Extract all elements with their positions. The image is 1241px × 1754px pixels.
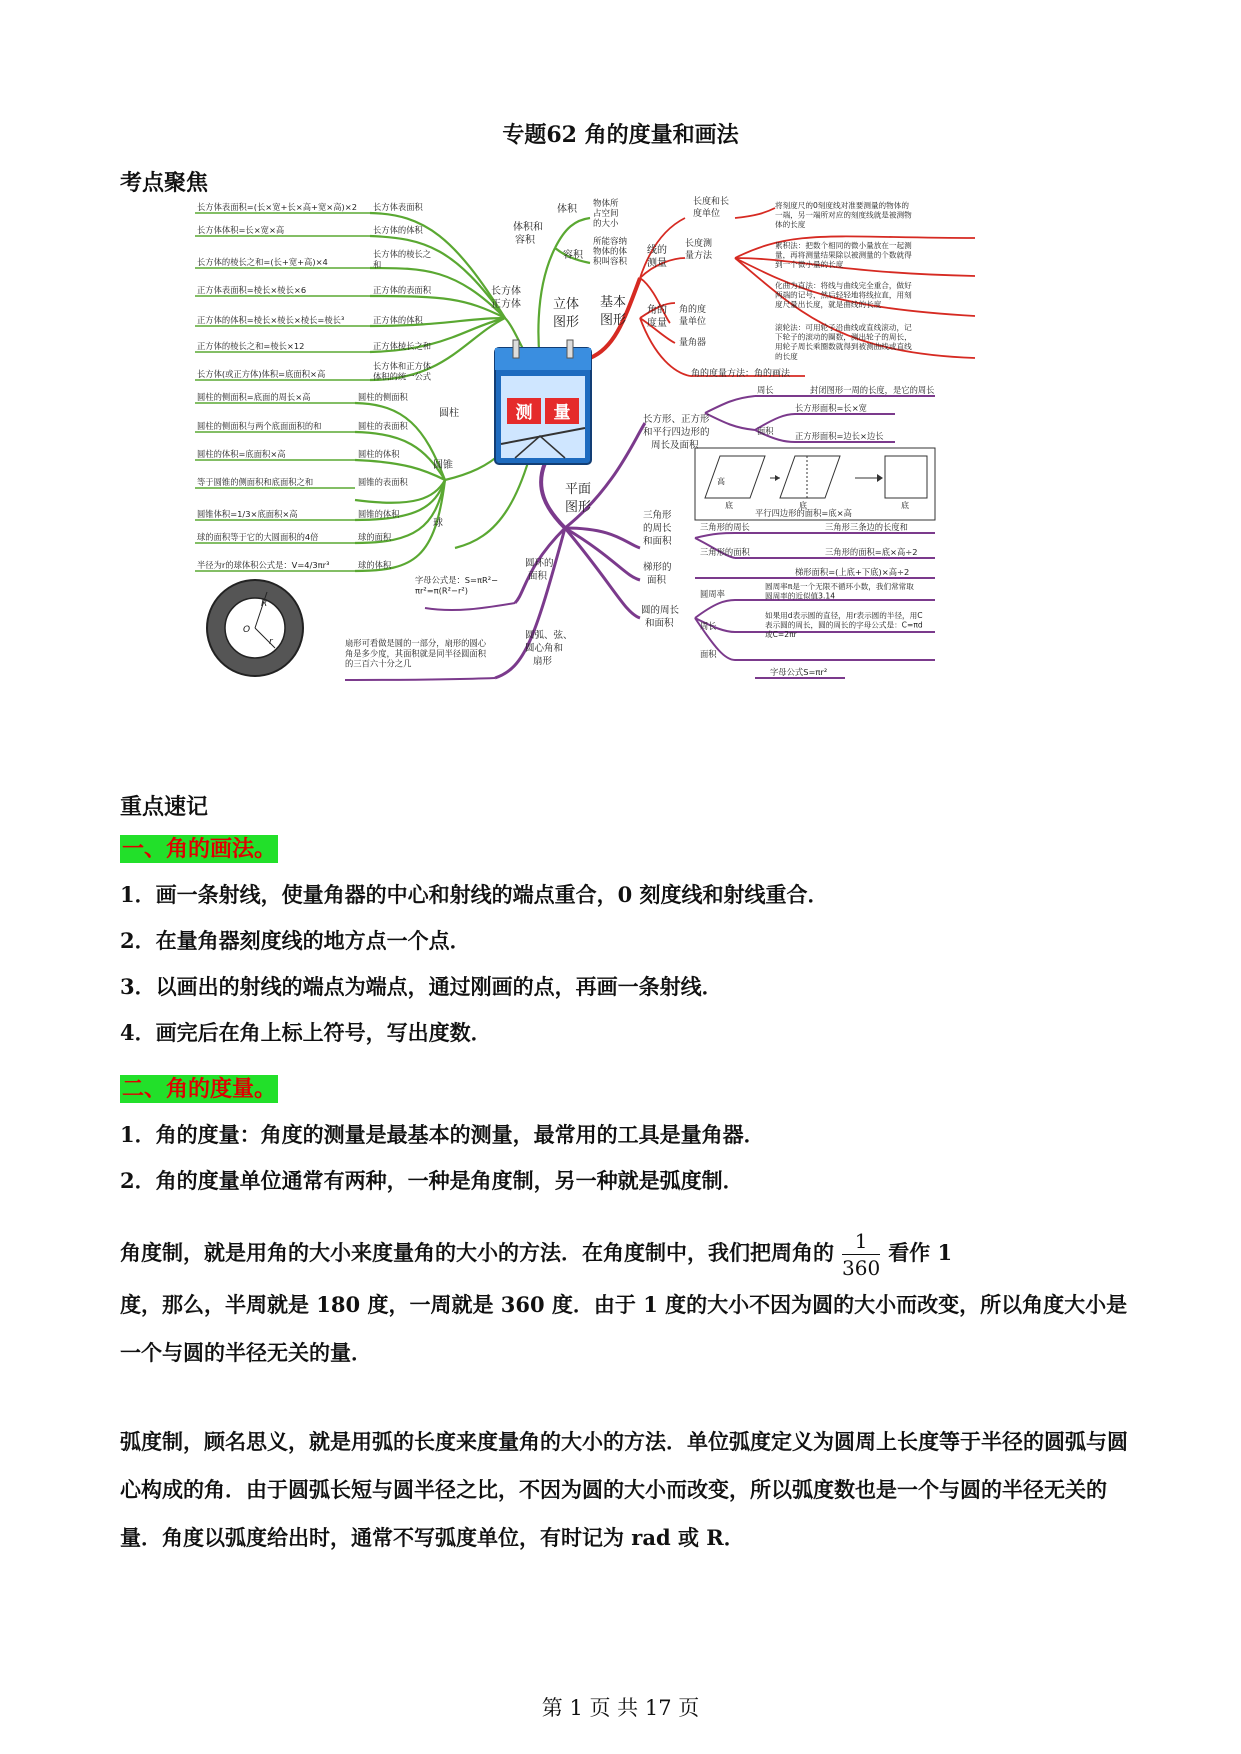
basic-leaves	[775, 200, 912, 361]
svg-text:图形: 图形	[565, 500, 592, 515]
step2-1: 1．角的度量：角度的测量是最基本的测量，最常用的工具是量角器．	[120, 1122, 765, 1147]
solid-name: 和	[373, 259, 382, 270]
leaf-sector-def: 的三百六十分之几	[345, 658, 412, 669]
solid-formula: 正方体的棱长之和=棱长×12	[197, 341, 305, 351]
leaf-circ-def: 表示圆的周长，圆的周长的字母公式是：C=πd	[765, 620, 923, 630]
leaf-tri-perimeter-def: 三角形三条边的长度和	[825, 522, 908, 532]
solid-formula: 球的面积等于它的大圆面积的4倍	[197, 532, 319, 542]
node-circle: 圆的周长	[641, 605, 680, 616]
node-rect: 长方形、正方形	[643, 414, 710, 425]
svg-text:周长及面积: 周长及面积	[651, 440, 699, 451]
svg-text:量方法: 量方法	[685, 251, 713, 261]
solid-formula: 圆柱的体积=底面积×高	[197, 449, 286, 459]
node-length-unit: 长度和长	[693, 197, 730, 207]
heading-measuring-angles: 二、角的度量。	[122, 1076, 277, 1102]
node-cuboid: 长方体	[491, 286, 521, 297]
fraction-1-360: $\frac{1}{360}$	[842, 1229, 881, 1280]
svg-text:的周长: 的周长	[643, 523, 672, 534]
solid-name: 圆柱的表面积	[358, 421, 408, 431]
svg-text:物体所: 物体所	[593, 199, 619, 209]
step1-4: 4．画完后在角上标上符号，写出度数．	[120, 1020, 492, 1045]
svg-text:积叫容积: 积叫容积	[593, 257, 628, 267]
paragraph-degree-system: 角度制，就是用角的大小来度量角的大小的方法．在角度制中，我们把周角的 $\frac{1}{360}$ 看作 1 度，那么，半周就是 180 度，一周就是 360 度．由于 1 度的大小不因为圆的大小而改变，所以角度大小是一个与圆的半径无关的量．	[120, 1229, 1128, 1365]
solid-name: 体积的统一公式	[373, 371, 432, 382]
svg-text:扇形: 扇形	[533, 656, 553, 667]
svg-text:底: 底	[799, 501, 807, 510]
branch-label-solid: 立体	[553, 297, 580, 312]
basic-leaf: 累积法：把数个相同的微小量放在一起测	[775, 241, 912, 250]
solid-name: 球的面积	[358, 532, 392, 542]
leaf-pi-def: 圆周率π是一个无限不循环小数，我们常常取	[765, 582, 914, 591]
svg-text:圆心角和: 圆心角和	[525, 643, 564, 654]
svg-text:图形: 图形	[553, 315, 580, 330]
basic-leaf: 下轮子的滚动的圈数，测出轮子的周长，	[775, 332, 912, 342]
basic-leaf: 化曲为直法：将线与曲线完全重合，做好	[775, 281, 912, 290]
step1-2: 2．在量角器刻度线的地方点一个点．	[120, 928, 471, 953]
svg-text:图形: 图形	[600, 313, 627, 328]
step1-3: 3．以画出的射线的端点为端点，通过刚画的点，再画一条射线．	[120, 974, 723, 999]
svg-text:和面积: 和面积	[645, 618, 674, 629]
solid-name: 圆锥的表面积	[358, 477, 408, 487]
node-volume-capacity: 体积和	[513, 222, 543, 233]
page-title: 专题62 角的度量和画法	[502, 122, 739, 148]
leaf-trap-area: 梯形面积=(上底+下底)×高÷2	[795, 567, 910, 577]
solid-name: 球的体积	[358, 560, 392, 570]
basic-leaf: 量，再将测量结果除以被测量的个数就得	[775, 250, 912, 260]
svg-text:R: R	[261, 599, 268, 609]
svg-text:和平行四边形的: 和平行四边形的	[643, 427, 710, 438]
basic-leaf: 两端的记号，然后轻轻地将线拉直，用刻	[775, 290, 912, 300]
basic-leaf: 一端，另一端所对应的刻度线就是被测物	[775, 210, 912, 220]
branch-label-plane: 平面	[565, 482, 592, 497]
solid-name: 长方体的棱长之	[373, 249, 432, 259]
leaf-annulus-def: 字母公式是：S=πR²−	[415, 575, 499, 585]
solid-leaves	[197, 202, 432, 570]
solid-name: 长方体和正方体	[373, 361, 432, 371]
solid-formula: 等于圆锥的侧面积和底面积之和	[197, 477, 314, 487]
basic-leaf: 将刻度尺的0刻度线对准要测量的物体的	[775, 201, 909, 210]
solid-formula: 长方体的棱长之和=(长+宽+高)×4	[197, 257, 328, 267]
node-volume: 体积	[557, 204, 577, 215]
leaf-annulus-def: πr²=π(R²−r²)	[415, 585, 468, 596]
solid-name: 圆柱的侧面积	[358, 392, 408, 402]
solid-name: 长方体的体积	[373, 225, 423, 235]
solid-formula: 圆锥体积=1/3×底面积×高	[197, 509, 298, 519]
leaf-circ: 周长	[700, 621, 717, 631]
leaf-perimeter-def: 封闭图形一周的长度，是它的周长	[810, 385, 935, 395]
solid-formula: 长方体体积=长×宽×高	[197, 225, 285, 235]
solid-name: 正方体棱长之和	[373, 341, 432, 351]
node-trapezoid: 梯形的	[643, 562, 672, 573]
node-line: 线的	[647, 245, 667, 256]
solid-formula: 正方体的体积=棱长×棱长×棱长=棱长³	[197, 315, 345, 325]
svg-text:量单位: 量单位	[679, 317, 707, 327]
solid-name: 正方体的表面积	[373, 285, 432, 295]
heading-drawing-angles: 一、角的画法。	[122, 836, 277, 862]
svg-text:O: O	[243, 625, 251, 635]
solid-name: 正方体的体积	[373, 315, 423, 325]
leaf-sector-def: 扇形可看做是圆的一部分，扇形的圆心	[345, 638, 487, 648]
svg-text:底: 底	[725, 501, 733, 510]
svg-text:所能容纳: 所能容纳	[593, 237, 628, 247]
leaf-pi: 圆周率	[700, 589, 725, 599]
svg-text:r: r	[269, 637, 273, 647]
solid-formula: 长方体表面积=(长×宽+长×高+宽×高)×2	[197, 202, 357, 212]
solid-formula: 圆柱的侧面积=底面的周长×高	[197, 392, 311, 402]
node-cylinder: 圆柱	[439, 408, 459, 419]
node-sphere: 球	[433, 518, 443, 529]
step1-1: 1．画一条射线，使量角器的中心和射线的端点重合，0 刻度线和射线重合．	[120, 882, 829, 907]
node-annulus: 圆环的	[525, 558, 554, 569]
svg-text:面积: 面积	[528, 571, 548, 582]
leaf-circle-area: 面积	[700, 649, 717, 659]
solid-formula: 正方体表面积=棱长×棱长×6	[197, 285, 307, 295]
node-length-method: 长度测	[685, 239, 713, 249]
svg-text:高: 高	[717, 477, 725, 486]
leaf-rect-area: 长方形面积=长×宽	[795, 403, 867, 413]
leaf-circ-def: 或C=2πr	[765, 630, 797, 640]
solid-formula: 半径为r的球体积公式是：V=4/3πr³	[197, 560, 330, 570]
leaf-perimeter: 周长	[757, 385, 774, 395]
node-capacity: 容积	[563, 250, 583, 261]
basic-leaf: 到一个微小量的长度	[775, 260, 844, 270]
node-angle-method: 角的度量方法：角的画法	[691, 369, 791, 379]
svg-text:物体的体: 物体的体	[593, 247, 628, 257]
solid-name: 长方体表面积	[373, 202, 423, 212]
leaf-sector-def: 角是多少度，其面积就是同半径圆面积	[345, 648, 487, 659]
svg-text:正方体: 正方体	[491, 299, 521, 310]
page-footer: 第 1 页 共 17 页	[541, 1696, 700, 1720]
leaf-circ-def: 如果用d表示圆的直径，用r表示圆的半径，用C	[765, 611, 923, 620]
svg-text:度量: 度量	[647, 318, 667, 329]
basic-leaf: 用轮子周长乘圈数就得到被测曲线或直线	[775, 342, 912, 352]
leaf-circle-area-def: 字母公式S=πr²	[770, 667, 828, 677]
leaf-area: 面积	[757, 426, 774, 436]
node-angle: 角的	[647, 305, 667, 316]
svg-text:和面积: 和面积	[643, 536, 672, 547]
node-angle-unit: 角的度	[679, 305, 707, 315]
branch-label-basic: 基本	[600, 295, 627, 310]
basic-leaf: 度尺量出长度，就是曲线的长度	[775, 300, 882, 310]
solid-name: 圆柱的体积	[358, 449, 400, 459]
leaf-pi-def: 圆周率的近似值3.14	[765, 591, 836, 601]
svg-text:测量: 测量	[647, 258, 667, 269]
svg-text:占空间: 占空间	[593, 209, 619, 219]
basic-leaf: 体的长度	[775, 220, 806, 230]
svg-text:底: 底	[901, 501, 909, 510]
step2-2: 2．角的度量单位通常有两种，一种是角度制，另一种就是弧度制．	[120, 1168, 744, 1193]
leaf-tri-area-def: 三角形的面积=底×高÷2	[825, 547, 918, 557]
center-label-1: 测	[515, 403, 533, 423]
leaf-para-area: 平行四边形的面积=底×高	[755, 508, 852, 518]
svg-text:面积: 面积	[647, 575, 667, 586]
node-cone: 圆锥	[433, 460, 453, 471]
annulus-diagram	[207, 580, 303, 676]
solid-name: 圆锥的体积	[358, 509, 400, 519]
basic-leaf: 的长度	[775, 351, 798, 361]
svg-text:的大小: 的大小	[593, 219, 619, 229]
node-protractor: 量角器	[679, 338, 707, 348]
calendar-icon	[495, 340, 591, 464]
section-heading-keypoints: 重点速记	[120, 794, 209, 820]
leaf-tri-area: 三角形的面积	[700, 547, 750, 557]
mind-map	[195, 197, 1055, 768]
node-triangle: 三角形	[643, 510, 672, 521]
leaf-square-area: 正方形面积=边长×边长	[795, 431, 884, 441]
svg-text:度单位: 度单位	[693, 209, 721, 219]
svg-text:容积: 容积	[515, 235, 535, 246]
section-heading-focus: 考点聚焦	[120, 170, 209, 196]
paragraph-radian-system: 弧度制，顾名思义，就是用弧的长度来度量角的大小的方法．单位弧度定义为圆周上长度等于半径的圆弧与圆心构成的角．由于圆弧长短与圆半径之比，不因为圆的大小而改变，所以弧度数也是一个与圆的半径无关的量．角度以弧度给出时，通常不写弧度单位，有时记为 rad 或 R．	[120, 1429, 1128, 1550]
solid-formula: 圆柱的侧面积与两个底面面积的和	[197, 421, 322, 431]
center-label-2: 量	[553, 403, 571, 423]
leaf-tri-perimeter: 三角形的周长	[700, 522, 750, 532]
node-sector: 圆弧、弦、	[525, 630, 573, 641]
solid-formula: 长方体(或正方体)体积=底面积×高	[197, 369, 326, 379]
basic-leaf: 滚轮法：可用轮子沿曲线或直线滚动，记	[775, 323, 912, 332]
